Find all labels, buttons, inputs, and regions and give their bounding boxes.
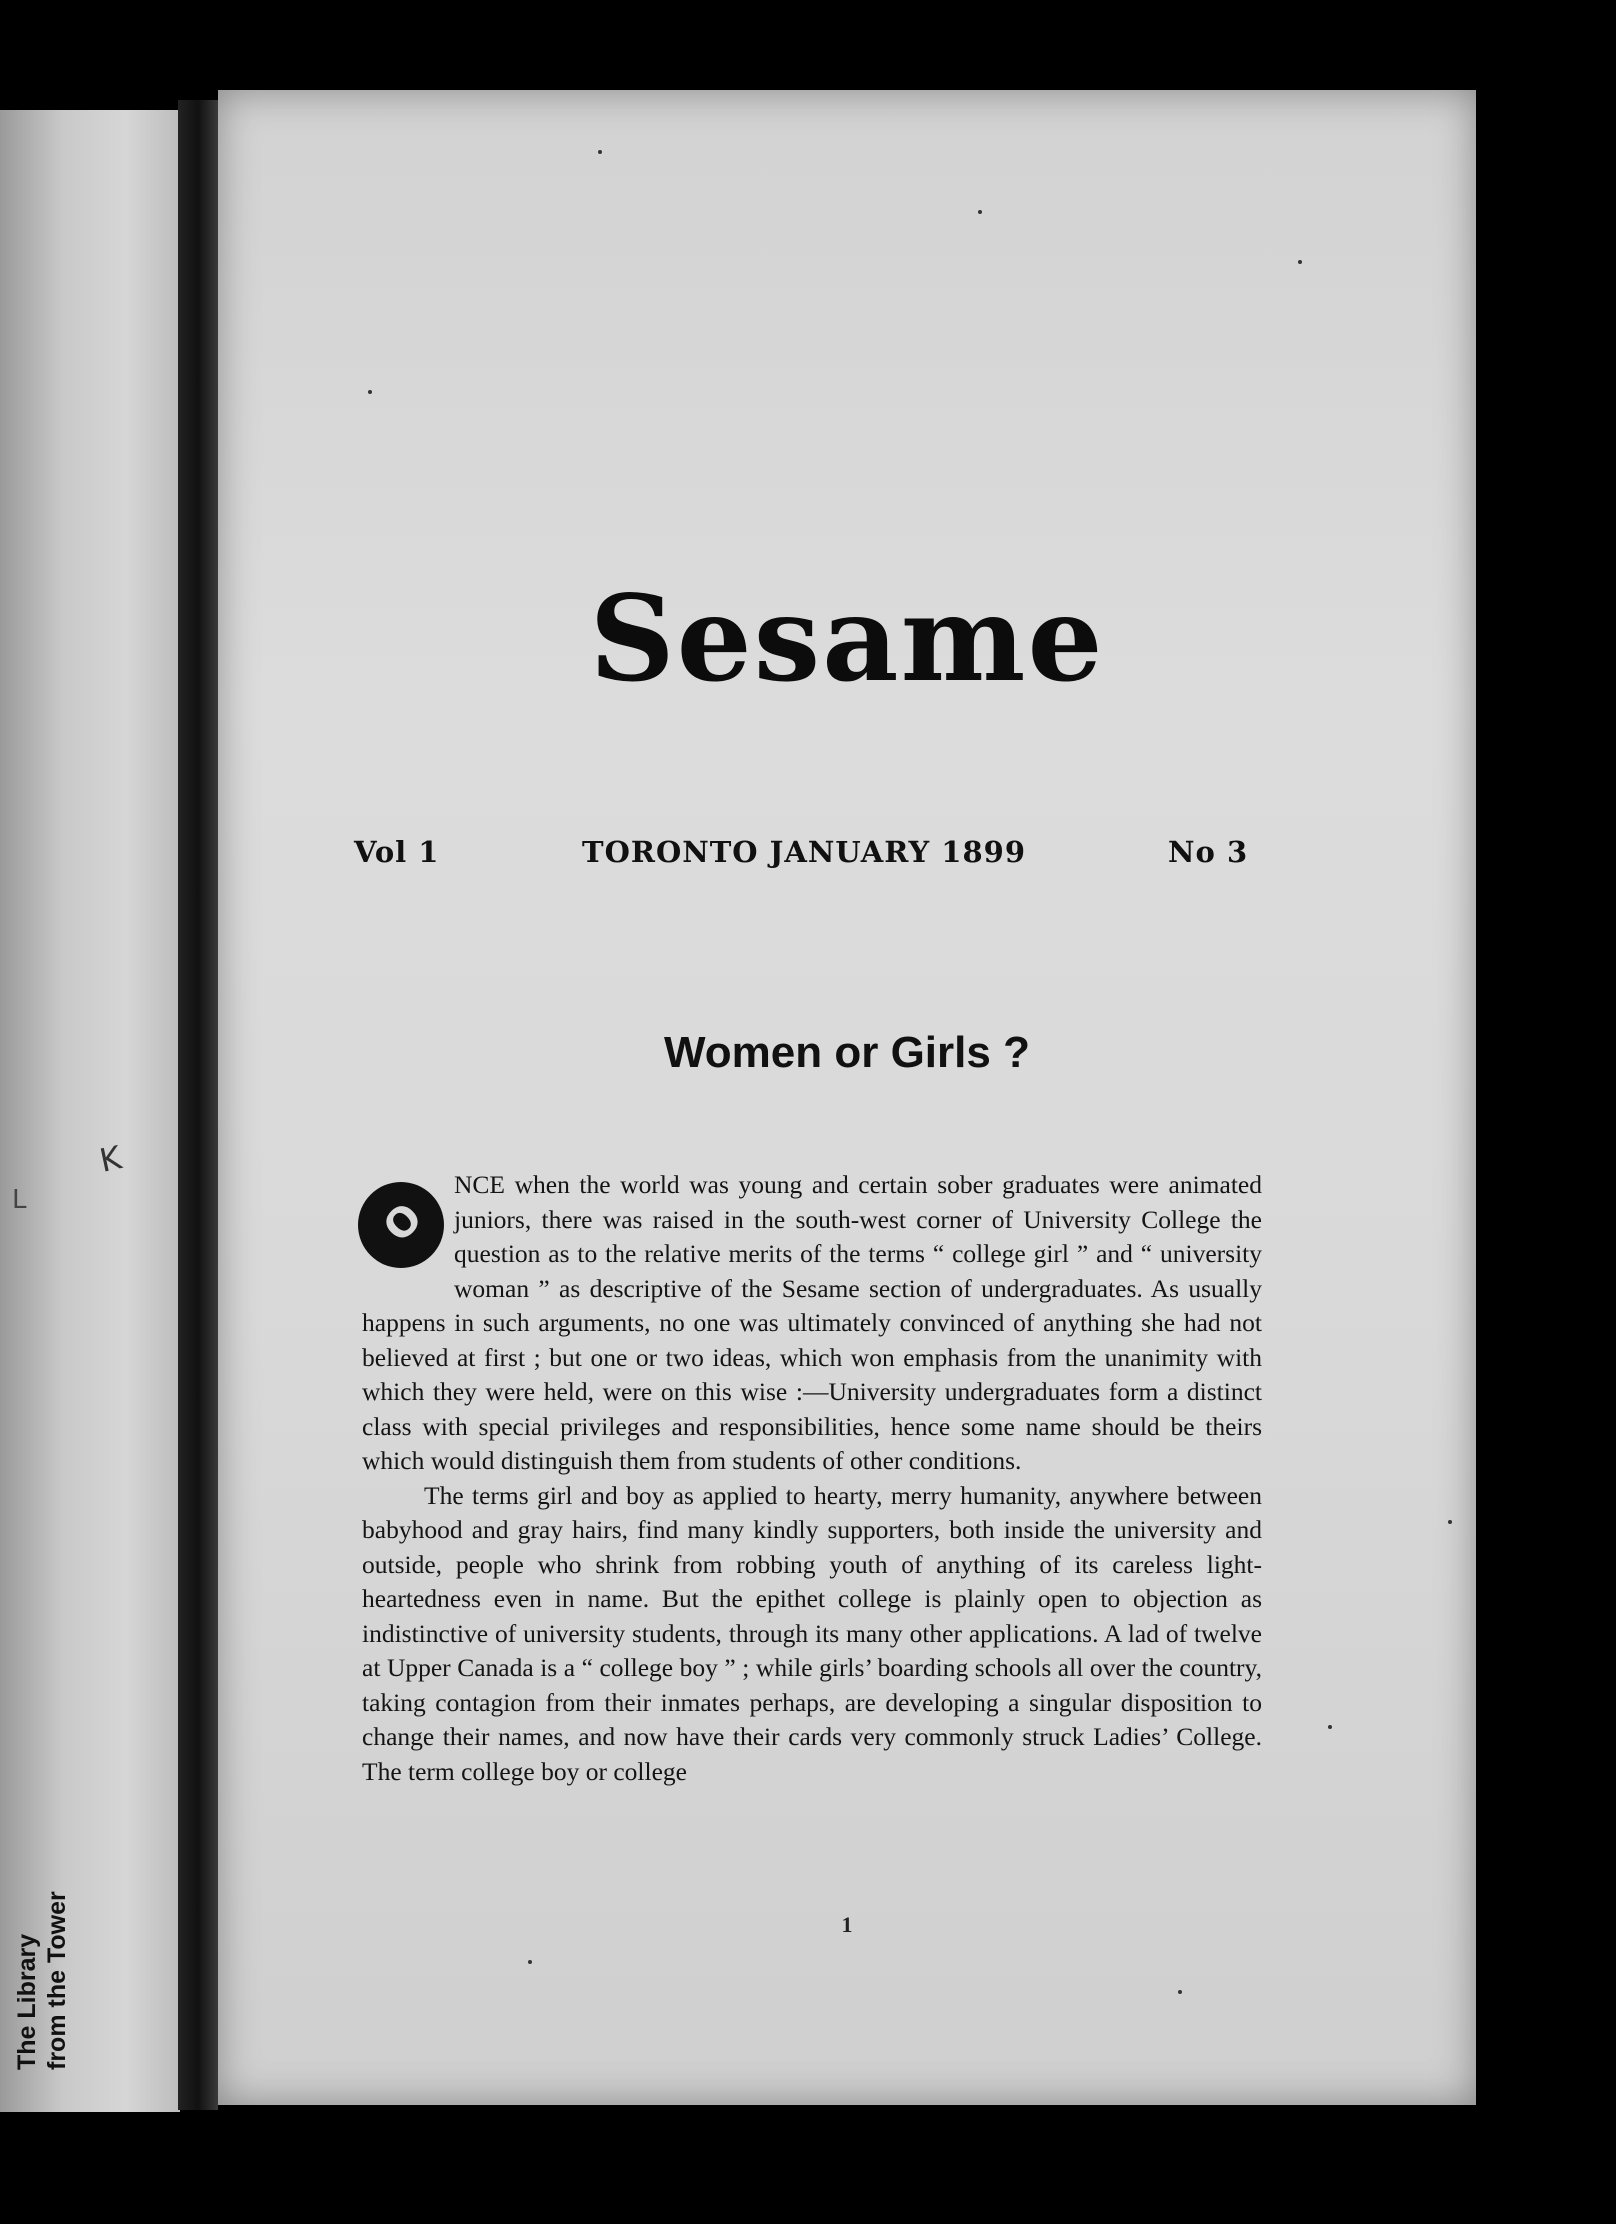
article-paragraph <box>362 1479 1262 1790</box>
dust-speck <box>1298 260 1302 264</box>
dust-speck <box>1328 1725 1332 1729</box>
library-stamp <box>12 1770 72 2070</box>
dust-speck <box>978 210 982 214</box>
place-date-label: TORONTO JANUARY 1899 <box>582 835 1026 869</box>
dust-speck <box>528 1960 532 1964</box>
article-body <box>362 1168 1262 1789</box>
facing-page <box>0 110 180 2112</box>
dust-speck <box>598 150 602 154</box>
dust-speck <box>1448 1520 1452 1524</box>
drop-cap-letter: O <box>374 1198 427 1251</box>
library-stamp-line: The Library <box>13 1933 41 2070</box>
drop-cap-ornament <box>358 1182 444 1268</box>
dust-speck <box>1178 1990 1182 1994</box>
book-gutter <box>178 100 218 2110</box>
paragraph-text: The terms girl and boy as applied to hearty, merry humanity, anywhere between babyhood and gray hairs, find many kindly supporters, both inside the university and outside, people who shrink from robbing youth of anything of its careless light-heartedness even in name. But the epithet college is plainly open to objection as indistinctive of university students, through its many other applications. A lad of twelve at Upper Canada is a “ college boy ” ; while girls’ boarding schools all over the country, taking contagion from their inmates perhaps, are developing a singular disposition to change their names, and now have their cards very commonly struck Ladies’ College. The term college boy or college <box>362 1480 1262 1786</box>
paragraph-text: NCE when the world was young and certain sober graduates were animated juniors, there was raised in the south-west corner of University College the question as to the relative merits of the terms “ college girl ” and “ university woman ” as descriptive of the Sesame section of undergraduates. As usually happens in such arguments, no one was ultimately convinced of anything she had not believed at first ; but one or two ideas, which won emphasis from the unanimity with which they were held, were on this wise :—University undergraduates form a distinct class with special privileges and responsibilities, hence some name should be theirs which would distinguish them from students of other conditions. <box>362 1170 1262 1475</box>
masthead-title: Sesame <box>589 569 1105 708</box>
page-number: 1 <box>841 1912 853 1937</box>
pencil-mark: K <box>96 1138 125 1180</box>
pencil-mark: L <box>12 1185 27 1215</box>
article-title: Women or Girls ? <box>664 1028 1030 1077</box>
issue-number-label: No 3 <box>1168 835 1249 869</box>
journal-page <box>218 90 1476 2105</box>
article-paragraph <box>362 1168 1262 1479</box>
library-stamp-line: from the Tower <box>43 1891 71 2070</box>
volume-label: Vol 1 <box>354 835 440 869</box>
dust-speck <box>368 390 372 394</box>
